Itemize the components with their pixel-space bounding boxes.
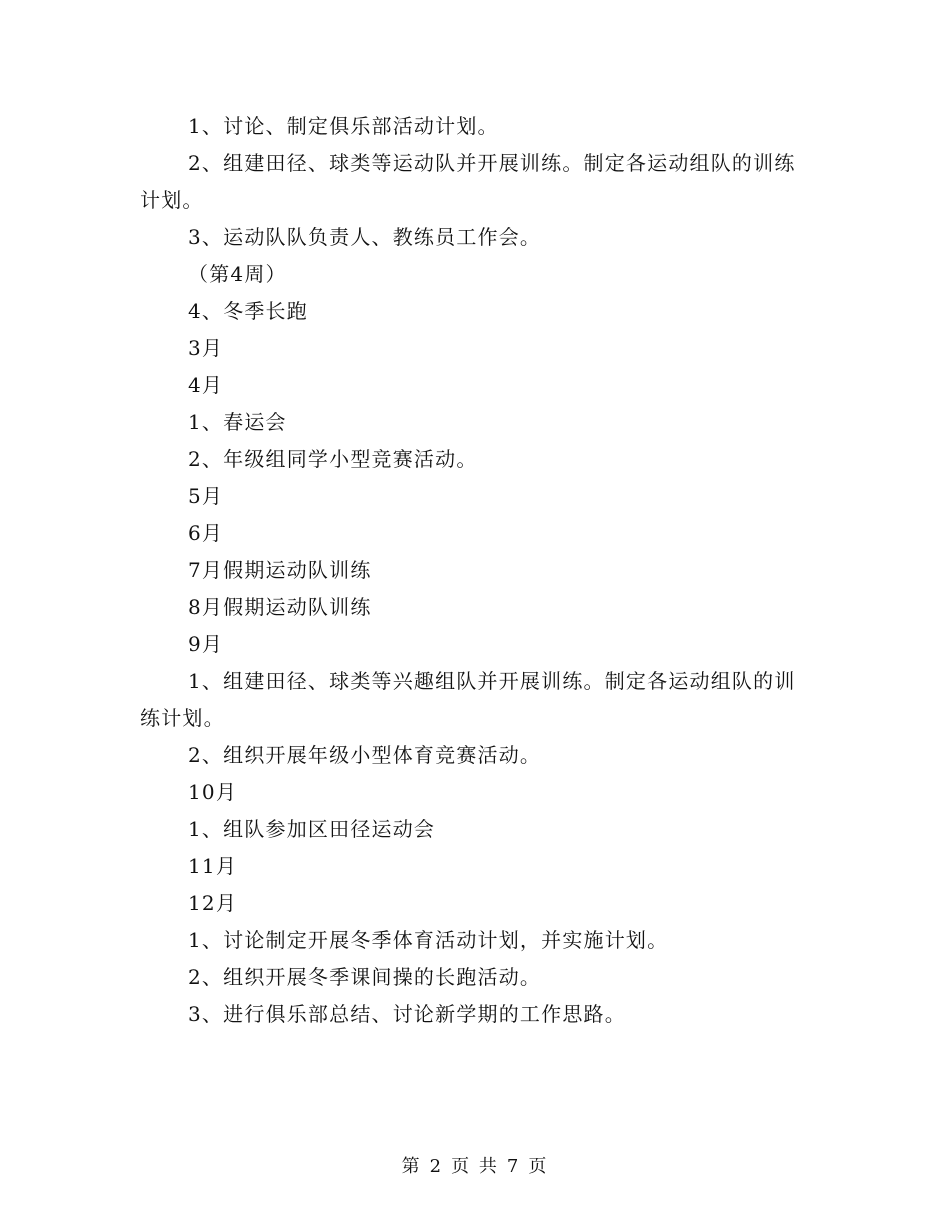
paragraph: 12月 [188, 891, 238, 915]
paragraph: 5月 [188, 484, 224, 508]
footer-middle: 页 共 [451, 1156, 499, 1177]
paragraph: 9月 [188, 632, 224, 656]
paragraph: 1、组建田径、球类等兴趣组队并开展训练。制定各运动组队的训练计划。 [140, 669, 796, 730]
paragraph: 4、冬季长跑 [188, 299, 308, 323]
footer-prefix: 第 [401, 1156, 422, 1177]
paragraph: 4月 [188, 373, 224, 397]
paragraph: 10月 [188, 780, 238, 804]
footer-current-page: 2 [429, 1156, 444, 1177]
paragraph: 3、进行俱乐部总结、讨论新学期的工作思路。 [188, 1002, 626, 1026]
paragraph: 3月 [188, 336, 224, 360]
paragraph: 2、年级组同学小型竞赛活动。 [188, 447, 478, 471]
paragraph: （第4周） [188, 262, 287, 286]
document-body [140, 108, 810, 1033]
paragraph: 1、组队参加区田径运动会 [188, 817, 436, 841]
footer-total-pages: 7 [506, 1156, 521, 1177]
page-footer [0, 1152, 950, 1178]
paragraph: 2、组建田径、球类等运动队并开展训练。制定各运动组队的训练计划。 [140, 151, 796, 212]
paragraph: 11月 [188, 854, 238, 878]
paragraph: 1、讨论、制定俱乐部活动计划。 [188, 114, 499, 138]
paragraph: 3、运动队队负责人、教练员工作会。 [188, 225, 542, 249]
paragraph: 1、春运会 [188, 410, 287, 434]
paragraph: 2、组织开展冬季课间操的长跑活动。 [188, 965, 542, 989]
paragraph: 1、讨论制定开展冬季体育活动计划，并实施计划。 [188, 928, 669, 952]
paragraph: 2、组织开展年级小型体育竞赛活动。 [188, 743, 542, 767]
paragraph: 6月 [188, 521, 224, 545]
paragraph: 7月假期运动队训练 [188, 558, 372, 582]
paragraph: 8月假期运动队训练 [188, 595, 372, 619]
footer-suffix: 页 [528, 1156, 549, 1177]
